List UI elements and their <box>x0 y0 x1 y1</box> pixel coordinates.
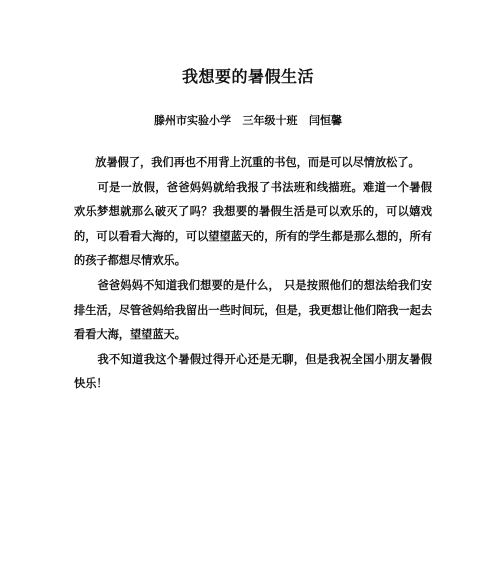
paragraph-1: 放暑假了，我们再也不用背上沉重的书包，而是可以尽情放松了。 <box>95 155 420 169</box>
paragraph-4: 我不知道我这个暑假过得开心还是无聊，但是我祝全国小朋友暑假快乐！ <box>74 351 432 391</box>
byline-class: 三年级十班 <box>242 114 298 127</box>
paragraph-3: 爸爸妈妈不知道我们想要的是什么， 只是按照他们的想法给我们安排生活，尽管爸妈给我留出一些时间玩，但是，我更想让他们陪我一起去看看大海，望望蓝天。 <box>74 277 433 342</box>
byline <box>0 112 496 128</box>
paragraph-2: 可是一放假，爸爸妈妈就给我报了书法班和线描班。难道一个暑假欢乐梦想就那么破灭了吗？我想要的暑假生活是可以欢乐的，可以嬉戏的，可以看看大海的，可以望望蓝天的，所有的学生都是那么想的，所有的孩子都想尽情欢乐。 <box>74 179 433 268</box>
document-body <box>74 150 432 396</box>
byline-school: 滕州市实验小学 <box>154 114 231 127</box>
document-title: 我想要的暑假生活 <box>181 67 314 86</box>
byline-author: 闫恒馨 <box>309 114 342 127</box>
